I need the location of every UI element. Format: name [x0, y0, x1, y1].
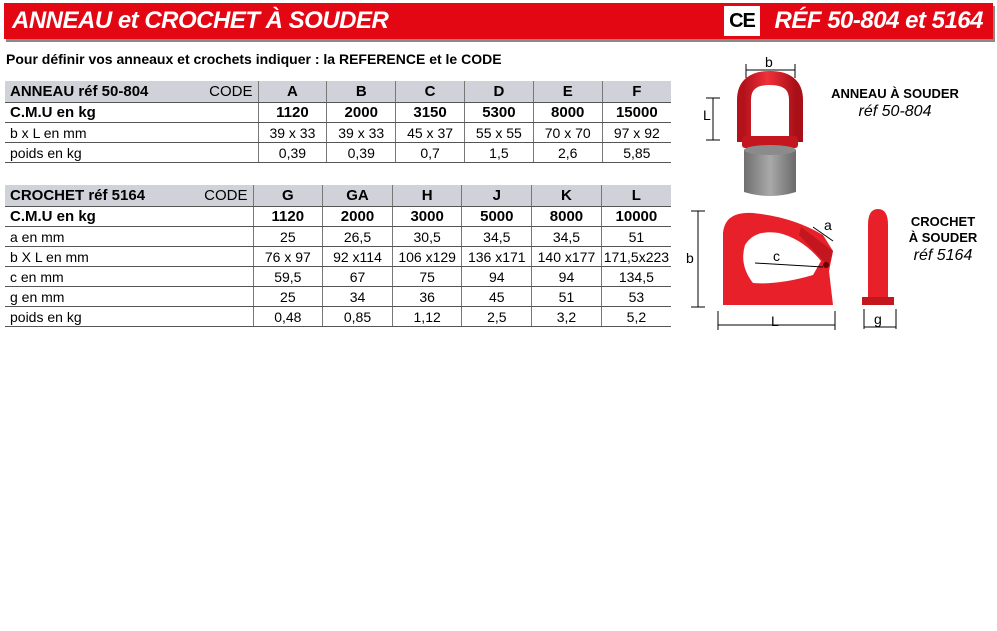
- code-label: CODE: [209, 82, 253, 100]
- table-cell: 26,5: [323, 227, 393, 247]
- ring-caption-ref: réf 50-804: [858, 103, 932, 120]
- table-cell: 0,48: [253, 307, 323, 327]
- hook-dim-g: g: [874, 311, 882, 327]
- table-cell: 59,5: [253, 267, 323, 287]
- table-cell: 25: [253, 227, 323, 247]
- code-header-cell: C: [396, 81, 465, 103]
- code-header-cell: F: [602, 81, 671, 103]
- hook-caption-line2: À SOUDER: [908, 230, 978, 245]
- table-cell: 8000: [533, 103, 602, 123]
- table-row: [5, 267, 671, 287]
- table-cell: 140 x177: [532, 247, 602, 267]
- hook-caption-line1: CROCHET: [910, 214, 976, 229]
- ring-spec-table: [5, 81, 671, 163]
- row-label: C.M.U en kg: [5, 207, 253, 227]
- code-header-cell: B: [327, 81, 396, 103]
- row-label: b x L en mm: [5, 123, 258, 143]
- table-cell: 0,7: [396, 143, 465, 163]
- table-cell: 5,85: [602, 143, 671, 163]
- table-cell: 1,12: [392, 307, 462, 327]
- code-header-cell: E: [533, 81, 602, 103]
- table-title-text: CROCHET réf 5164: [10, 186, 146, 204]
- table-cell: 0,39: [258, 143, 327, 163]
- table-cell: 5300: [464, 103, 533, 123]
- code-label: CODE: [204, 186, 248, 204]
- table-title: [5, 185, 253, 207]
- table-cell: 75: [392, 267, 462, 287]
- hook-illustration: [683, 205, 843, 335]
- table-cell: 51: [601, 227, 671, 247]
- table-cell: 171,5x223: [601, 247, 671, 267]
- table-cell: 5,2: [601, 307, 671, 327]
- code-header-cell: J: [462, 185, 532, 207]
- row-label: g en mm: [5, 287, 253, 307]
- table-cell: 3150: [396, 103, 465, 123]
- code-header-cell: H: [392, 185, 462, 207]
- table-cell: 0,39: [327, 143, 396, 163]
- table-row: [5, 103, 671, 123]
- hook-dim-L: L: [771, 313, 779, 329]
- table-cell: 76 x 97: [253, 247, 323, 267]
- hook-dim-b: b: [686, 250, 694, 266]
- table-row: [5, 143, 671, 163]
- code-header-cell: D: [464, 81, 533, 103]
- table-cell: 15000: [602, 103, 671, 123]
- table-cell: 34,5: [532, 227, 602, 247]
- ring-dim-L: L: [703, 107, 711, 123]
- table-cell: 8000: [532, 207, 602, 227]
- table-row: [5, 247, 671, 267]
- table-header-row: [5, 81, 671, 103]
- table-cell: 39 x 33: [327, 123, 396, 143]
- code-header-cell: L: [601, 185, 671, 207]
- table-row: [5, 123, 671, 143]
- table-cell: 55 x 55: [464, 123, 533, 143]
- code-header-cell: G: [253, 185, 323, 207]
- hook-side-illustration: [858, 205, 906, 335]
- table-row: [5, 227, 671, 247]
- table-cell: 0,85: [323, 307, 393, 327]
- table-cell: 136 x171: [462, 247, 532, 267]
- row-label: poids en kg: [5, 307, 253, 327]
- table-cell: 53: [601, 287, 671, 307]
- table-cell: 94: [532, 267, 602, 287]
- row-label: poids en kg: [5, 143, 258, 163]
- table-cell: 34: [323, 287, 393, 307]
- hook-dim-c: c: [773, 248, 780, 264]
- table-row: [5, 207, 671, 227]
- row-label: a en mm: [5, 227, 253, 247]
- table-cell: 3,2: [532, 307, 602, 327]
- table-cell: 94: [462, 267, 532, 287]
- table-cell: 30,5: [392, 227, 462, 247]
- ring-illustration: [700, 52, 820, 202]
- table-cell: 92 x114: [323, 247, 393, 267]
- hook-caption-ref: réf 5164: [913, 247, 973, 264]
- hook-spec-table: [5, 185, 671, 327]
- table-cell: 39 x 33: [258, 123, 327, 143]
- code-header-cell: K: [532, 185, 602, 207]
- title-banner: [4, 3, 993, 39]
- code-header-cell: GA: [323, 185, 393, 207]
- table-cell: 106 x129: [392, 247, 462, 267]
- table-cell: 70 x 70: [533, 123, 602, 143]
- table-cell: 25: [253, 287, 323, 307]
- row-label: b X L en mm: [5, 247, 253, 267]
- page-title: ANNEAU et CROCHET À SOUDER: [12, 7, 389, 34]
- code-header-cell: A: [258, 81, 327, 103]
- table-cell: 1120: [253, 207, 323, 227]
- table-title: [5, 81, 258, 103]
- table-cell: 36: [392, 287, 462, 307]
- table-cell: 34,5: [462, 227, 532, 247]
- table-cell: 2,6: [533, 143, 602, 163]
- table-cell: 97 x 92: [602, 123, 671, 143]
- table-cell: 45 x 37: [396, 123, 465, 143]
- table-cell: 45: [462, 287, 532, 307]
- table-cell: 10000: [601, 207, 671, 227]
- instructions-text: Pour définir vos anneaux et crochets indiquer : la REFERENCE et le CODE: [6, 51, 502, 67]
- table-header-row: [5, 185, 671, 207]
- ce-mark: CE: [724, 6, 760, 36]
- ring-dim-b: b: [765, 54, 773, 70]
- table-row: [5, 307, 671, 327]
- table-cell: 134,5: [601, 267, 671, 287]
- table-cell: 1,5: [464, 143, 533, 163]
- hook-dim-a: a: [824, 217, 832, 233]
- hook-caption: [900, 214, 986, 264]
- table-cell: 2000: [323, 207, 393, 227]
- ring-caption: [820, 86, 970, 120]
- row-label: c en mm: [5, 267, 253, 287]
- table-row: [5, 287, 671, 307]
- table-cell: 5000: [462, 207, 532, 227]
- table-title-text: ANNEAU réf 50-804: [10, 82, 149, 100]
- ring-caption-title: ANNEAU À SOUDER: [831, 86, 959, 101]
- table-cell: 2,5: [462, 307, 532, 327]
- table-cell: 2000: [327, 103, 396, 123]
- table-cell: 3000: [392, 207, 462, 227]
- table-cell: 51: [532, 287, 602, 307]
- table-cell: 1120: [258, 103, 327, 123]
- row-label: C.M.U en kg: [5, 103, 258, 123]
- banner-reference: RÉF 50-804 et 5164: [774, 7, 983, 34]
- table-cell: 67: [323, 267, 393, 287]
